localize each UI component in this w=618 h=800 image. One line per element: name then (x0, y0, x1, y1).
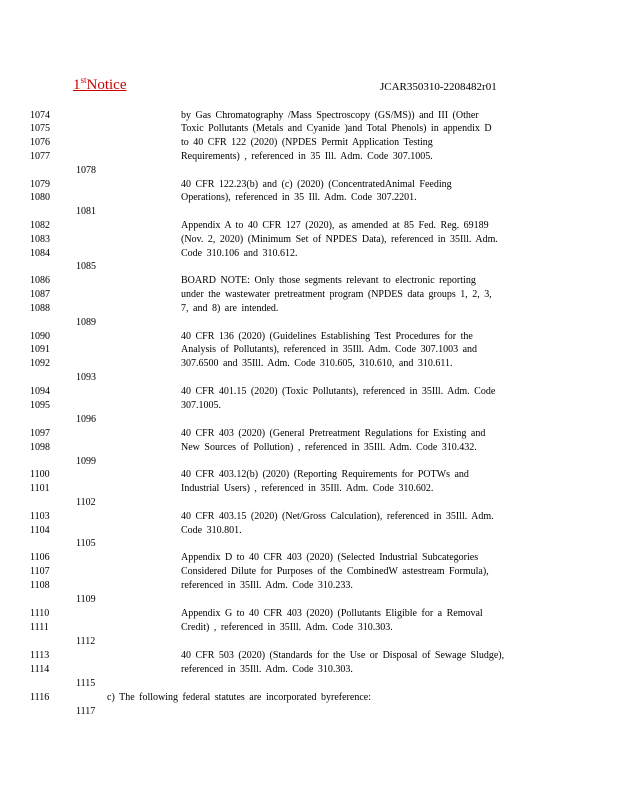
line-number: 1095 (30, 400, 50, 411)
line-number: 1081 (76, 206, 96, 217)
line-number: 1084 (30, 248, 50, 259)
line-number: 1096 (76, 414, 96, 425)
line-number: 1115 (76, 678, 96, 689)
line-number: 1074 (30, 110, 50, 121)
line-number: 1107 (30, 566, 50, 577)
line-number: 1112 (76, 636, 96, 647)
body-text-line: to 40 CFR 122 (2020) (NPDES Permit Application Testing (181, 137, 433, 148)
body-text-line: Toxic Pollutants (Metals and Cyanide )and Total Phenols) in appendix D (181, 123, 492, 134)
body-text-line: by Gas Chromatography /Mass Spectroscopy (GS/MS)) and III (Other (181, 110, 479, 121)
line-number: 1101 (30, 483, 50, 494)
body-text-line: 40 CFR 403.15 (2020) (Net/Gross Calculation), referenced in 35Ill. Adm. (181, 511, 494, 522)
notice-header (73, 75, 127, 94)
notice-label: Notice (86, 77, 127, 93)
line-number: 1080 (30, 192, 50, 203)
line-number: 1100 (30, 469, 50, 480)
body-text-line: Appendix A to 40 CFR 127 (2020), as amended at 85 Fed. Reg. 69189 (181, 220, 489, 231)
body-text-line: Credit) , referenced in 35Ill. Adm. Code 310.303. (181, 622, 393, 633)
body-text-line: 40 CFR 403 (2020) (General Pretreatment Regulations for Existing and (181, 428, 486, 439)
line-number: 1110 (30, 608, 50, 619)
line-number: 1092 (30, 358, 50, 369)
line-number: 1109 (76, 594, 96, 605)
line-number: 1098 (30, 442, 50, 453)
body-text-line: Industrial Users) , referenced in 35Ill. Adm. Code 310.602. (181, 483, 434, 494)
line-number: 1102 (76, 497, 96, 508)
body-text-line: 40 CFR 401.15 (2020) (Toxic Pollutants), referenced in 35Ill. Adm. Code (181, 386, 496, 397)
line-number: 1097 (30, 428, 50, 439)
line-number: 1085 (76, 261, 96, 272)
line-number: 1116 (30, 692, 50, 703)
body-text-line: 7, and 8) are intended. (181, 303, 279, 314)
line-number: 1088 (30, 303, 50, 314)
document-id: JCAR350310-2208482r01 (380, 81, 497, 93)
line-number: 1114 (30, 664, 50, 675)
notice-suffix: st (80, 75, 87, 85)
body-text-line: referenced in 35Ill. Adm. Code 310.233. (181, 580, 353, 591)
body-text-line: Requirements) , referenced in 35 Ill. Adm. Code 307.1005. (181, 151, 433, 162)
body-text-line: Appendix D to 40 CFR 403 (2020) (Selected Industrial Subcategories (181, 552, 479, 563)
line-number: 1083 (30, 234, 50, 245)
body-text-line: 307.1005. (181, 400, 221, 411)
line-number: 1090 (30, 331, 50, 342)
body-text-line: Considered Dilute for Purposes of the CombinedW astestream Formula), (181, 566, 489, 577)
line-number: 1082 (30, 220, 50, 231)
body-text-line: 40 CFR 136 (2020) (Guidelines Establishing Test Procedures for the (181, 331, 473, 342)
body-text-line: Operations), referenced in 35 Ill. Adm. Code 307.2201. (181, 192, 417, 203)
body-text-line: 307.6500 and 35Ill. Adm. Code 310.605, 310.610, and 310.611. (181, 358, 453, 369)
body-text-line: 40 CFR 403.12(b) (2020) (Reporting Requirements for POTWs and (181, 469, 469, 480)
body-text-line: New Sources of Pollution) , referenced in 35Ill. Adm. Code 310.432. (181, 442, 477, 453)
line-number: 1087 (30, 289, 50, 300)
body-text-line: (Nov. 2, 2020) (Minimum Set of NPDES Data), referenced in 35Ill. Adm. (181, 234, 498, 245)
line-number: 1093 (76, 372, 96, 383)
body-text-line: Analysis of Pollutants), referenced in 35Ill. Adm. Code 307.1003 and (181, 344, 478, 355)
line-number: 1077 (30, 151, 50, 162)
body-text-line: Code 310.106 and 310.612. (181, 248, 298, 259)
line-number: 1113 (30, 650, 50, 661)
line-number: 1117 (76, 706, 96, 717)
line-number: 1111 (30, 622, 49, 633)
line-number: 1106 (30, 552, 50, 563)
body-text-line: Appendix G to 40 CFR 403 (2020) (Pollutants Eligible for a Removal (181, 608, 483, 619)
body-text-line: under the wastewater pretreatment program (NPDES data groups 1, 2, 3, (181, 289, 492, 300)
body-text-line: referenced in 35Ill. Adm. Code 310.303. (181, 664, 353, 675)
line-number: 1078 (76, 165, 96, 176)
body-text-line: Code 310.801. (181, 525, 242, 536)
line-number: 1086 (30, 275, 50, 286)
line-number: 1079 (30, 179, 50, 190)
body-text-line: BOARD NOTE: Only those segments relevant to electronic reporting (181, 275, 476, 286)
line-number: 1103 (30, 511, 50, 522)
line-number: 1104 (30, 525, 50, 536)
line-number: 1094 (30, 386, 50, 397)
line-number: 1089 (76, 317, 96, 328)
body-text-line: 40 CFR 122.23(b) and (c) (2020) (ConcentratedAnimal Feeding (181, 179, 452, 190)
body-text-line: c) The following federal statutes are incorporated byreference: (107, 692, 371, 703)
line-number: 1075 (30, 123, 50, 134)
body-text-line: 40 CFR 503 (2020) (Standards for the Use or Disposal of Sewage Sludge), (181, 650, 505, 661)
line-number: 1105 (76, 538, 96, 549)
line-number: 1099 (76, 456, 96, 467)
notice-number: 1 (73, 77, 81, 93)
line-number: 1076 (30, 137, 50, 148)
line-number: 1108 (30, 580, 50, 591)
line-number: 1091 (30, 344, 50, 355)
